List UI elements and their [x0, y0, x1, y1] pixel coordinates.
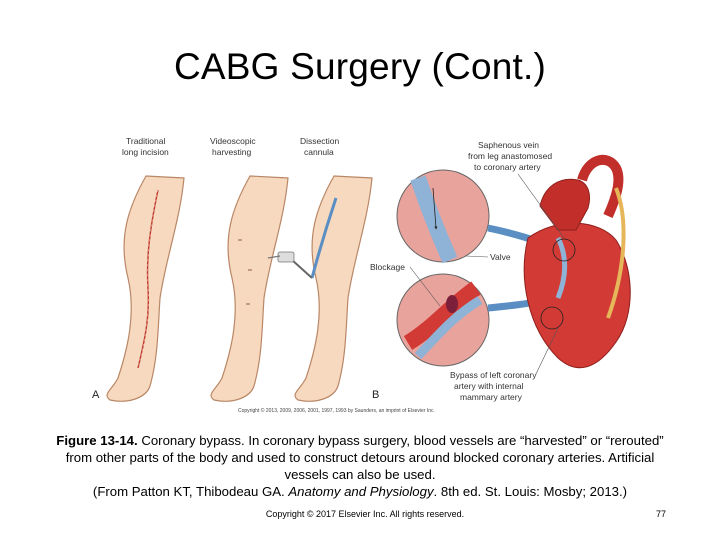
slide-title: CABG Surgery (Cont.) [173, 46, 547, 87]
figure-caption [48, 432, 672, 500]
leg-videoscopic [211, 176, 288, 401]
heart-illustration [524, 160, 630, 368]
page-number: 77 [656, 509, 667, 519]
label-valve: Valve [490, 252, 511, 262]
coronary-bypass-figure [88, 128, 648, 420]
caption-source-suffix: . 8th ed. St. Louis: Mosby; 2013.) [433, 484, 628, 499]
label-videoscopic-line1: Videoscopic [210, 136, 256, 146]
caption-figure-number: Figure 13-14. [56, 433, 138, 448]
figure-copyright: Copyright © 2013, 2009, 2006, 2001, 1997, 1993 by Saunders, an imprint of Elsevier Inc. [238, 408, 435, 414]
coronary-bypass-illustration [88, 128, 648, 420]
panel-b-letter: B [372, 389, 380, 401]
label-saphenous-line2: from leg anastomosed [468, 151, 553, 161]
caption-source-prefix: (From Patton KT, Thibodeau GA. [92, 484, 289, 499]
footer-copyright: Copyright © 2017 Elsevier Inc. All rights reserved. [265, 509, 465, 519]
label-saphenous-line3: to coronary artery [474, 162, 541, 172]
label-bypass-line1: Bypass of left coronary [450, 370, 537, 380]
panel-a-letter: A [92, 389, 100, 401]
label-bypass-line2: artery with internal [454, 381, 524, 391]
zoom-circle-valve [397, 170, 489, 262]
label-traditional-line2: long incision [122, 147, 169, 157]
leg-traditional [107, 176, 184, 401]
label-dissection-line2: cannula [304, 147, 334, 157]
label-videoscopic-line2: harvesting [212, 147, 252, 157]
label-bypass-line3: mammary artery [460, 392, 522, 402]
zoom-circle-blockage [397, 274, 489, 366]
caption-text: Coronary bypass. In coronary bypass surgery, blood vessels are “harvested” or “rerouted” from other parts of the body and used to construct detours around blocked coronary arteries. Artificial vessels can also be used. [65, 433, 664, 482]
caption-source-title: Anatomy and Physiology [288, 484, 434, 499]
label-traditional-line1: Traditional [126, 136, 166, 146]
label-blockage: Blockage [370, 262, 405, 272]
label-dissection-line1: Dissection [300, 136, 340, 146]
label-saphenous-line1: Saphenous vein [478, 140, 539, 150]
